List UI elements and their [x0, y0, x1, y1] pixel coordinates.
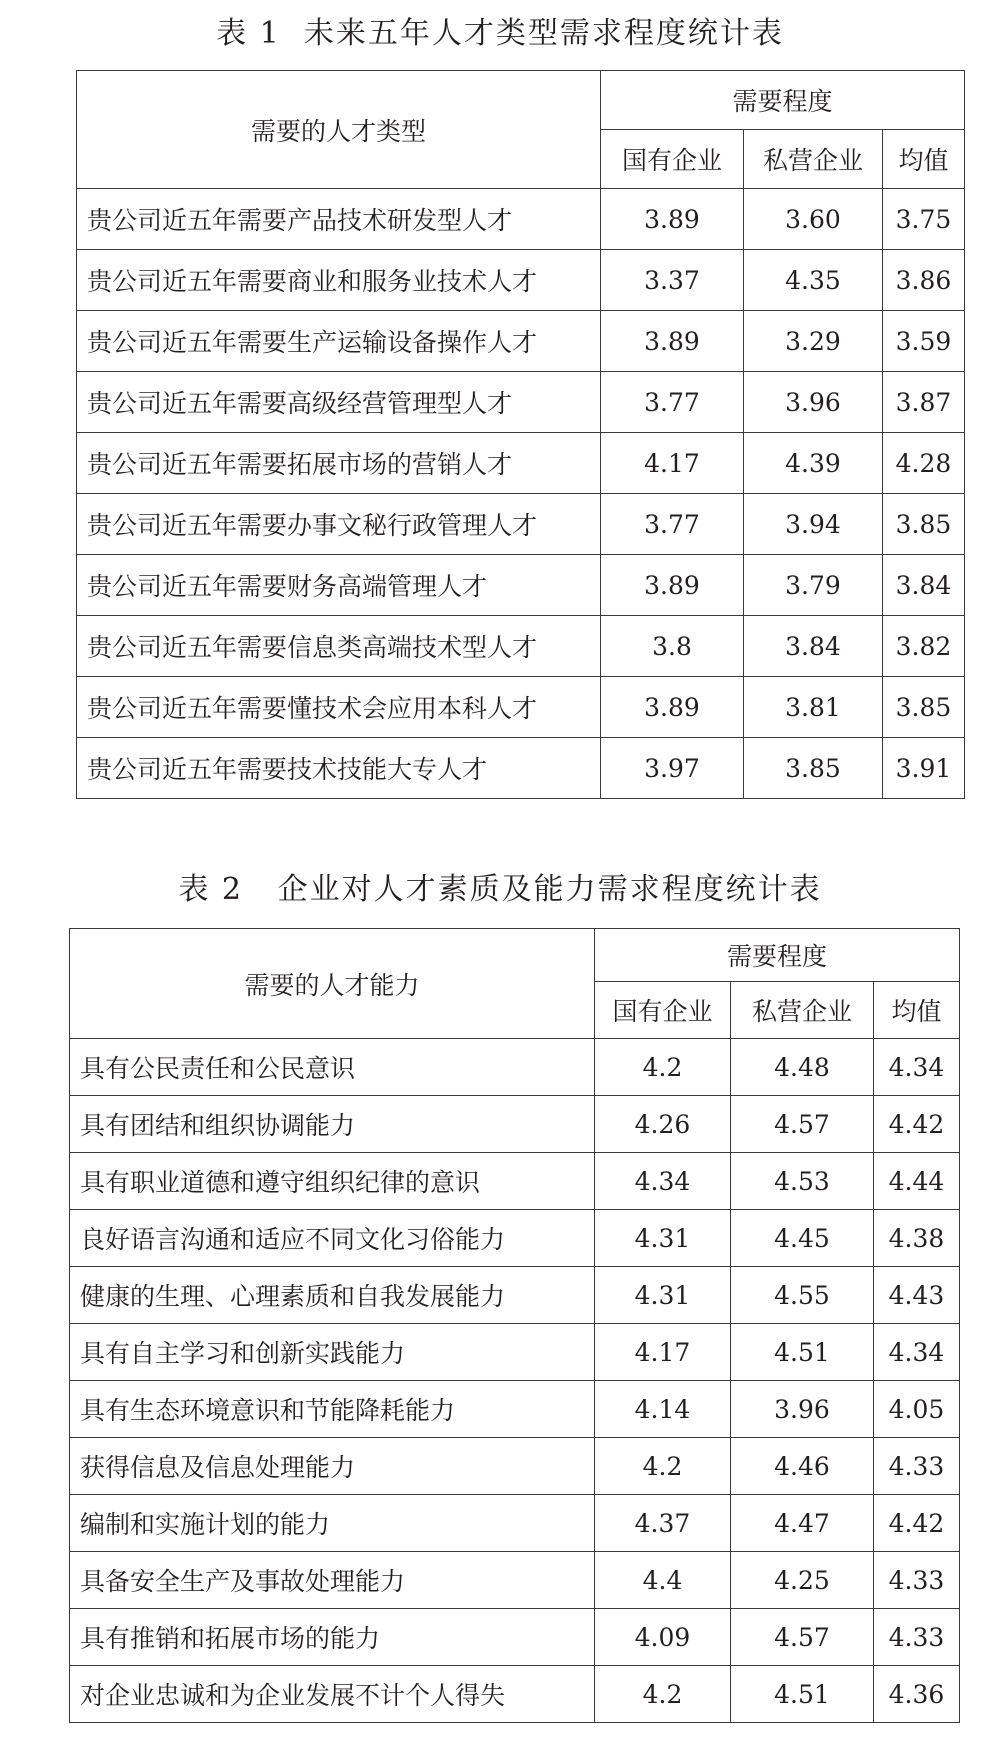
value-cell: 4.33 [874, 1552, 960, 1609]
value-cell: 3.86 [883, 250, 965, 311]
value-cell: 4.4 [595, 1552, 731, 1609]
value-cell: 3.37 [601, 250, 744, 311]
value-cell: 4.37 [595, 1495, 731, 1552]
table-row [70, 1381, 960, 1438]
table-row [70, 1039, 960, 1096]
table-row [70, 1210, 960, 1267]
row-label: 具有生态环境意识和节能降耗能力 [70, 1381, 595, 1438]
value-cell: 3.60 [744, 189, 883, 250]
row-label: 对企业忠诚和为企业发展不计个人得失 [70, 1666, 595, 1723]
table-row [77, 250, 965, 311]
value-cell: 4.25 [731, 1552, 874, 1609]
value-cell: 4.42 [874, 1495, 960, 1552]
value-cell: 4.14 [595, 1381, 731, 1438]
row-label: 贵公司近五年需要商业和服务业技术人才 [77, 250, 601, 311]
table-row [70, 1267, 960, 1324]
value-cell: 3.29 [744, 311, 883, 372]
table-row [77, 616, 965, 677]
row-label: 贵公司近五年需要懂技术会应用本科人才 [77, 677, 601, 738]
row-label: 获得信息及信息处理能力 [70, 1438, 595, 1495]
value-cell: 3.8 [601, 616, 744, 677]
table-2 [69, 928, 960, 1723]
table-2-caption: 表 2 企业对人才素质及能力需求程度统计表 [178, 872, 822, 907]
table-row [70, 1153, 960, 1210]
value-cell: 4.53 [731, 1153, 874, 1210]
value-cell: 4.57 [731, 1096, 874, 1153]
table-row [70, 1552, 960, 1609]
table-row [77, 433, 965, 494]
row-label: 健康的生理、心理素质和自我发展能力 [70, 1267, 595, 1324]
value-cell: 3.79 [744, 555, 883, 616]
value-cell: 3.85 [883, 677, 965, 738]
value-cell: 4.33 [874, 1438, 960, 1495]
row-label: 具有职业道德和遵守组织纪律的意识 [70, 1153, 595, 1210]
row-label: 贵公司近五年需要拓展市场的营销人才 [77, 433, 601, 494]
value-cell: 3.91 [883, 738, 965, 799]
column-header: 国有企业 [595, 982, 731, 1039]
row-label: 贵公司近五年需要信息类高端技术型人才 [77, 616, 601, 677]
value-cell: 4.55 [731, 1267, 874, 1324]
column-header: 国有企业 [601, 130, 744, 189]
value-cell: 4.09 [595, 1609, 731, 1666]
value-cell: 3.87 [883, 372, 965, 433]
row-label: 贵公司近五年需要技术技能大专人才 [77, 738, 601, 799]
value-cell: 3.96 [744, 372, 883, 433]
value-cell: 3.85 [883, 494, 965, 555]
row-label: 贵公司近五年需要产品技术研发型人才 [77, 189, 601, 250]
value-cell: 4.17 [595, 1324, 731, 1381]
value-cell: 4.05 [874, 1381, 960, 1438]
value-cell: 4.31 [595, 1267, 731, 1324]
row-label: 具有推销和拓展市场的能力 [70, 1609, 595, 1666]
column-header: 均值 [883, 130, 965, 189]
value-cell: 4.38 [874, 1210, 960, 1267]
value-cell: 4.51 [731, 1666, 874, 1723]
value-cell: 4.2 [595, 1666, 731, 1723]
table-row [70, 1096, 960, 1153]
value-cell: 4.45 [731, 1210, 874, 1267]
value-cell: 4.17 [601, 433, 744, 494]
value-cell: 3.84 [744, 616, 883, 677]
value-cell: 3.96 [731, 1381, 874, 1438]
row-header: 需要的人才能力 [70, 929, 595, 1039]
value-cell: 4.43 [874, 1267, 960, 1324]
value-cell: 3.84 [883, 555, 965, 616]
table-row [70, 1495, 960, 1552]
table-row [77, 189, 965, 250]
value-cell: 3.89 [601, 189, 744, 250]
column-header: 私营企业 [731, 982, 874, 1039]
value-cell: 4.48 [731, 1039, 874, 1096]
table-row [77, 738, 965, 799]
value-cell: 4.26 [595, 1096, 731, 1153]
group-header: 需要程度 [595, 929, 960, 982]
column-header: 均值 [874, 982, 960, 1039]
value-cell: 3.85 [744, 738, 883, 799]
value-cell: 4.33 [874, 1609, 960, 1666]
row-label: 具有自主学习和创新实践能力 [70, 1324, 595, 1381]
row-header: 需要的人才类型 [77, 71, 601, 189]
value-cell: 3.75 [883, 189, 965, 250]
value-cell: 3.89 [601, 555, 744, 616]
table-row [77, 311, 965, 372]
value-cell: 4.34 [874, 1039, 960, 1096]
value-cell: 3.97 [601, 738, 744, 799]
table-row [70, 1324, 960, 1381]
value-cell: 3.89 [601, 677, 744, 738]
table-row [70, 1609, 960, 1666]
column-header: 私营企业 [744, 130, 883, 189]
group-header: 需要程度 [601, 71, 965, 130]
value-cell: 3.89 [601, 311, 744, 372]
value-cell: 4.57 [731, 1609, 874, 1666]
row-label: 贵公司近五年需要高级经营管理型人才 [77, 372, 601, 433]
table-row [77, 555, 965, 616]
table-1 [76, 70, 965, 799]
row-label: 良好语言沟通和适应不同文化习俗能力 [70, 1210, 595, 1267]
row-label: 编制和实施计划的能力 [70, 1495, 595, 1552]
value-cell: 4.47 [731, 1495, 874, 1552]
value-cell: 3.94 [744, 494, 883, 555]
value-cell: 4.31 [595, 1210, 731, 1267]
value-cell: 4.34 [595, 1153, 731, 1210]
table-row [70, 1666, 960, 1723]
value-cell: 4.2 [595, 1438, 731, 1495]
value-cell: 4.34 [874, 1324, 960, 1381]
value-cell: 3.59 [883, 311, 965, 372]
value-cell: 4.36 [874, 1666, 960, 1723]
table-1-caption: 表 1 未来五年人才类型需求程度统计表 [216, 16, 784, 51]
value-cell: 4.44 [874, 1153, 960, 1210]
value-cell: 4.42 [874, 1096, 960, 1153]
row-label: 具备安全生产及事故处理能力 [70, 1552, 595, 1609]
value-cell: 4.39 [744, 433, 883, 494]
row-label: 贵公司近五年需要办事文秘行政管理人才 [77, 494, 601, 555]
table-row [77, 494, 965, 555]
row-label: 具有公民责任和公民意识 [70, 1039, 595, 1096]
table-row [70, 1438, 960, 1495]
value-cell: 4.2 [595, 1039, 731, 1096]
row-label: 具有团结和组织协调能力 [70, 1096, 595, 1153]
value-cell: 4.35 [744, 250, 883, 311]
value-cell: 3.77 [601, 494, 744, 555]
table-row [77, 677, 965, 738]
table-row [77, 372, 965, 433]
value-cell: 3.77 [601, 372, 744, 433]
row-label: 贵公司近五年需要生产运输设备操作人才 [77, 311, 601, 372]
value-cell: 4.28 [883, 433, 965, 494]
value-cell: 3.81 [744, 677, 883, 738]
value-cell: 4.51 [731, 1324, 874, 1381]
row-label: 贵公司近五年需要财务高端管理人才 [77, 555, 601, 616]
value-cell: 4.46 [731, 1438, 874, 1495]
value-cell: 3.82 [883, 616, 965, 677]
